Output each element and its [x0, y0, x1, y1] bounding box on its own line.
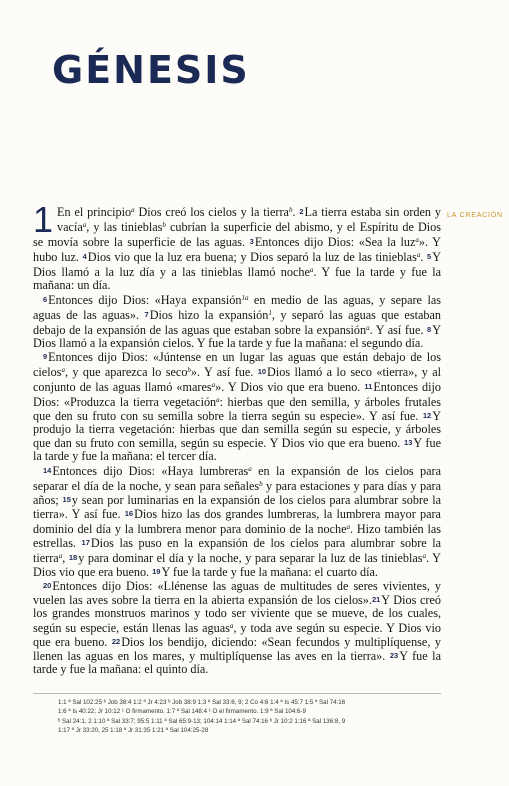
verse-text: y sean por luminarias en la expansión de los cielos para alumbrar sobre la tierra». Y así fue. — [33, 493, 441, 521]
verse-text: en la expansión de los cielos para separar el día de la noche, y sean para señales — [33, 464, 441, 493]
footnote-marker: a — [309, 266, 314, 274]
footnote-marker: b — [259, 480, 263, 488]
verse-number: 7 — [144, 310, 149, 319]
verse-text: en medio de las aguas, y separe las aguas de las aguas». — [33, 293, 441, 322]
verse-number: 14 — [43, 466, 52, 475]
footnote-marker: a — [61, 366, 65, 374]
verse-text: , — [62, 551, 69, 565]
verse-text: , y separó las aguas que estaban debajo de la expansión de las aguas que estaban sobre la expansión — [33, 308, 441, 337]
verse-text: Y Dios creó los grandes monstruos marinos y todo ser viviente que se mueve, de los cuales, según su especie, están llenas las aguas — [33, 593, 441, 635]
verse-text: , y toda ave según su especie. Y Dios vio que era bueno. — [33, 621, 441, 649]
verse-text: . Y así fue. — [369, 323, 428, 337]
verse-text: . — [292, 205, 300, 219]
verse-number: 6 — [43, 295, 48, 304]
verse-number: 4 — [82, 252, 87, 261]
verse-text: Entonces dijo Dios: «Sea la luz — [254, 235, 416, 249]
verse-text: Y Dios llamó a la luz día y a las tinieblas llamó noche — [33, 250, 442, 279]
verse-text: Entonces dijo Dios: «Júntense en un lugar las aguas que están debajo de los cielos — [33, 350, 441, 379]
verse-text: , y las tinieblas — [86, 220, 163, 234]
verse-text: cubrían la superficie del abismo, y el Espíritu de Dios se movía sobre la superficie de las aguas. — [33, 220, 441, 249]
verse-number: 8 — [427, 325, 432, 334]
verse-text: Y fue la tarde y fue la mañana: el cuarto día. — [161, 565, 378, 579]
verse-text: Dios vio que la luz era buena; y Dios separó la luz de las tinieblas — [87, 250, 417, 264]
footnote-marker: a — [131, 206, 135, 214]
verse-number: 15 — [62, 495, 71, 504]
verse-text: Dios los bendijo, diciendo: «Sean fecundos y multiplíquense, y llenen las aguas en los mares, y multiplíquense las aves en la tierra». — [33, 635, 441, 663]
verse-text: : hierbas que den semilla, y árboles frutales que den su fruto con su semilla sobre la tierra según su especie». Y así fue. — [33, 395, 441, 423]
verse-text: . Y Dios vio que era bueno. — [33, 551, 441, 579]
verse-text: ». Y así fue. — [190, 365, 258, 379]
footnote-marker: a — [248, 465, 252, 473]
cross-references — [58, 698, 458, 736]
verse-number: 21 — [371, 595, 381, 604]
verse-text: ». Y hubo luz. — [33, 235, 441, 264]
paragraph — [33, 579, 441, 676]
footnote-marker: b — [288, 206, 293, 214]
verse-text: Dios hizo la expansión — [149, 308, 269, 322]
verse-text: En el principio — [57, 205, 132, 219]
verse-number: 11 — [364, 382, 373, 391]
footnote-marker: a — [229, 622, 234, 630]
verse-text: Dios las puso en la expansión de los cielos para alumbrar sobre la tierra — [33, 536, 442, 565]
verse-text: Y fue la tarde y fue la mañana: el tercer día. — [33, 436, 441, 463]
verse-number: 16 — [124, 509, 134, 518]
footnote-marker: a — [58, 552, 63, 560]
paragraph-container — [33, 199, 442, 676]
footnote-marker: a — [416, 251, 421, 259]
verse-text: Y produjo la tierra vegetación: hierbas que dan semilla según su especie, y árboles que dan su fruto con semilla, según su especie. Y Dios vio que era bueno. — [33, 409, 441, 450]
verse-text: ». Y Dios vio que era bueno. — [215, 380, 365, 394]
verse-text: . Y fue la tarde y fue la mañana: un día. — [33, 265, 442, 292]
verse-text: Entonces dijo Dios: «Haya expansión — [48, 293, 242, 307]
paragraph — [33, 463, 441, 579]
verse-number: 13 — [404, 438, 413, 447]
verse-number: 17 — [81, 538, 90, 547]
footnote-marker: a — [211, 381, 216, 389]
verse-number: 12 — [422, 411, 432, 420]
verse-number: 19 — [152, 567, 161, 576]
verse-number: 18 — [68, 553, 78, 562]
footnote-line: 1:1 ª Sal 102:25 ᵇ Job 38:4 1:2 ª Jr 4:23 ᵇ Job 38:9 1:3 ª Sal 33:6, 9; 2 Co 4:6 1:4 ª Is 45:7 1:5 ª Sal 74:16 — [58, 699, 346, 706]
verse-number: 3 — [249, 237, 254, 246]
footnote-marker: 1a — [241, 294, 249, 302]
verse-number: 5 — [427, 252, 432, 261]
verse-text: Dios creó los cielos y la tierra — [134, 205, 289, 219]
verse-number: 23 — [389, 651, 399, 660]
verse-text: y para dominar el día y la noche, y para separar la luz de las tinieblas — [78, 551, 423, 565]
verse-text: La tierra estaba sin orden y vacía — [57, 205, 441, 234]
footnote-line: 1:17 ª Jr 33:20, 25 1:18 ª Jr 31:35 1:21 ª Sal 104:25-28 — [58, 727, 209, 735]
footnote-line: 1:6 ª Is 40:22; Jr 10:12 ¹ O firmamento. 1:7 ª Sal 148:4 ¹ O el firmamento. 1:9 ª Sal 104:6-9 — [58, 708, 306, 716]
verse-text: . — [420, 250, 428, 264]
verse-text: Y Dios llamó a la expansión cielos. Y fue la tarde y fue la mañana: el segundo día. — [33, 323, 441, 350]
verse-text: . Hizo también las estrellas. — [33, 522, 441, 550]
scripture-text — [33, 199, 442, 676]
footnote-divider — [33, 693, 441, 694]
verse-number: 2 — [299, 207, 304, 216]
verse-text: y para estaciones y para días y para años; — [33, 479, 441, 507]
verse-text: Entonces dijo Dios: «Llénense las aguas de multitudes de seres vivientes, y vuelen las aves sobre la tierra en la abierta expansión de los cielos». — [33, 579, 441, 607]
footnote-marker: a — [422, 552, 427, 560]
paragraph — [33, 350, 441, 463]
chapter-number: 1 — [33, 199, 54, 240]
paragraph — [33, 199, 442, 292]
verse-number: 9 — [43, 352, 48, 361]
verse-text: Y fue la tarde y fue la mañana: el quinto día. — [33, 649, 441, 676]
paragraph — [33, 292, 441, 350]
footnote-marker: a — [415, 236, 419, 244]
verse-text: Dios llamó a lo seco «tierra», y al conjunto de las aguas llamó «mares — [33, 365, 441, 394]
footnote-marker: 1 — [268, 309, 272, 317]
verse-text: Entonces dijo Dios: «Haya lumbreras — [52, 464, 249, 478]
footnote-line: ᵇ Sal 24:1, 2 1:10 ª Sal 33:7; 95:5 1:11 ª Sal 65:9-13; 104:14 1:14 ª Sal 74:16 ᵇ Jr 10:2 1:16 ª Sal 136:8, 9 — [58, 717, 346, 725]
verse-number: 22 — [111, 637, 121, 646]
verse-text: , y que aparezca lo seco — [64, 365, 188, 379]
verse-number: 10 — [257, 367, 267, 376]
footnote-marker: a — [216, 396, 220, 404]
footnote-marker: a — [366, 324, 370, 332]
verse-text: Dios hizo las dos grandes lumbreras, la lumbrera mayor para dominio del día y la lumbrera menor para dominio de la noche — [33, 507, 441, 536]
footnote-marker: a — [346, 523, 350, 531]
section-heading: LA CREACIÓN — [447, 212, 503, 219]
verse-number: 20 — [43, 581, 52, 590]
footnote-marker: b — [162, 221, 166, 229]
verse-text: Entonces dijo Dios: «Produzca la tierra vegetación — [33, 380, 442, 409]
book-title: GÉNESIS — [52, 48, 250, 92]
footnote-marker: a — [82, 221, 87, 229]
footnote-marker: b — [187, 366, 191, 374]
